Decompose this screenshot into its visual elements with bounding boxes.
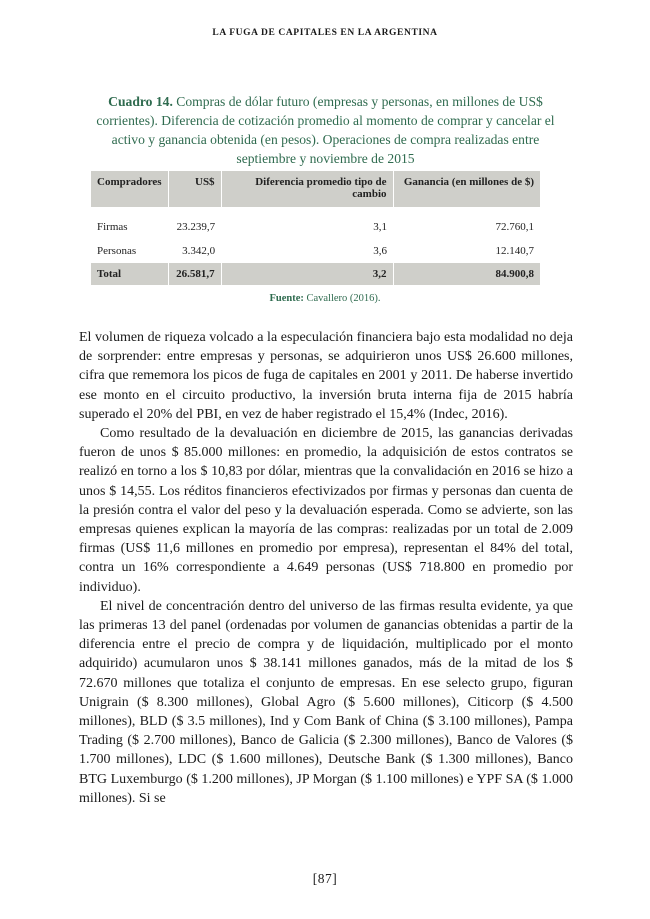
table-cell: Personas (97, 245, 137, 257)
caption-label: Cuadro 14. (108, 94, 173, 109)
table-cell: 3.342,0 (182, 245, 216, 257)
table-cell: 84.900,8 (393, 263, 540, 285)
column-header: Compradores (91, 171, 168, 207)
table-total-row (91, 263, 540, 285)
page-number: [87] (312, 871, 338, 886)
table-cell: 26.581,7 (168, 263, 221, 285)
table-cell: Firmas (97, 221, 128, 233)
table-spacer (91, 207, 540, 215)
table-row (91, 239, 540, 263)
paragraph: El volumen de riqueza volcado a la especulación financiera bajo esta modalidad no deja de sorprender: entre empresas y personas, se adquirieron unos US$ 26.600 millones, cifra que rememora los picos de fuga de capitales en 2001 y 2011. De haberse invertido ese monto en el circuito productivo, la inversión bruta interna fija de 2015 habría superado el 20% del PBI, en vez de haber registrado el 15,4% (Indec, 2016). (79, 330, 573, 422)
running-header: LA FUGA DE CAPITALES EN LA ARGENTINA (212, 28, 438, 38)
table-cell: 23.239,7 (176, 221, 216, 233)
table-cell: Total (91, 263, 168, 285)
column-header: Diferencia promedio tipo de cambio (221, 171, 393, 207)
table-cell: 3,1 (373, 221, 388, 233)
source-label: Fuente: (269, 293, 304, 304)
body-text (79, 328, 573, 808)
caption-text: Compras de dólar futuro (empresas y personas, en millones de US$ corrientes). Diferencia de cotización promedio al momento de comprar y cancelar el activo y ganancia obtenida (en pesos). Operaciones de compra realizadas entre septiembre y noviembre de 2015 (96, 94, 555, 166)
paragraph: El nivel de concentración dentro del universo de las firmas resulta evidente, ya que las primeras 13 del panel (ordenadas por volumen de ganancias obtenidas a partir de la diferencia entre el precio de compra y de liquidación, multiplicado por el monto adquirido) acumularon unos $ 38.141 millones ganados, más de la mitad de los $ 72.670 millones que totaliza el conjunto de empresas. En ese selecto grupo, figuran Unigrain ($ 8.300 millones), Global Agro ($ 5.600 millones), Citicorp ($ 4.500 millones), BLD ($ 3.5 millones), Ind y Com Bank of China ($ 3.100 millones), Pampa Trading ($ 2.700 millones), Banco de Galicia ($ 2.300 millones), Banco de Valores ($ 1.700 millones), LDC ($ 1.600 millones), Deutsche Bank ($ 1.300 millones), Banco BTG Luxemburgo ($ 1.200 millones), JP Morgan ($ 1.100 millones) e YPF SA ($ 1.000 millones). Si se (79, 598, 573, 806)
table-cell: 12.140,7 (495, 245, 534, 257)
table-row (91, 215, 540, 239)
table-header-row (91, 171, 540, 207)
column-header: US$ (168, 171, 221, 207)
table-cell: 3,6 (373, 245, 388, 257)
table-source (0, 293, 650, 304)
table-caption (88, 92, 563, 168)
table-cell: 72.760,1 (495, 221, 534, 233)
source-text: Cavallero (2016). (306, 293, 381, 304)
table-cell: 3,2 (221, 263, 393, 285)
column-header: Ganancia (en millones de $) (393, 171, 540, 207)
paragraph: Como resultado de la devaluación en diciembre de 2015, las ganancias derivadas fueron de unos $ 85.000 millones: en promedio, la adquisición de estos contratos se realizó en torno a los $ 10,83 por dólar, mientras que la convalidación en 2016 se hizo a unos $ 14,55. Los réditos financieros efectivizados por firmas y personas dan cuenta de la presión contra el valor del peso y la devaluación esperada. Como se advierte, son las empresas quienes explican la mayoría de las compras: realizadas por un total de 2.009 firmas (US$ 11,6 millones en promedio por empresa), representan el 84% del total, contra un 16% correspondiente a 4.649 personas (US$ 718.800 en promedio por individuo). (79, 426, 573, 595)
data-table (91, 171, 540, 285)
